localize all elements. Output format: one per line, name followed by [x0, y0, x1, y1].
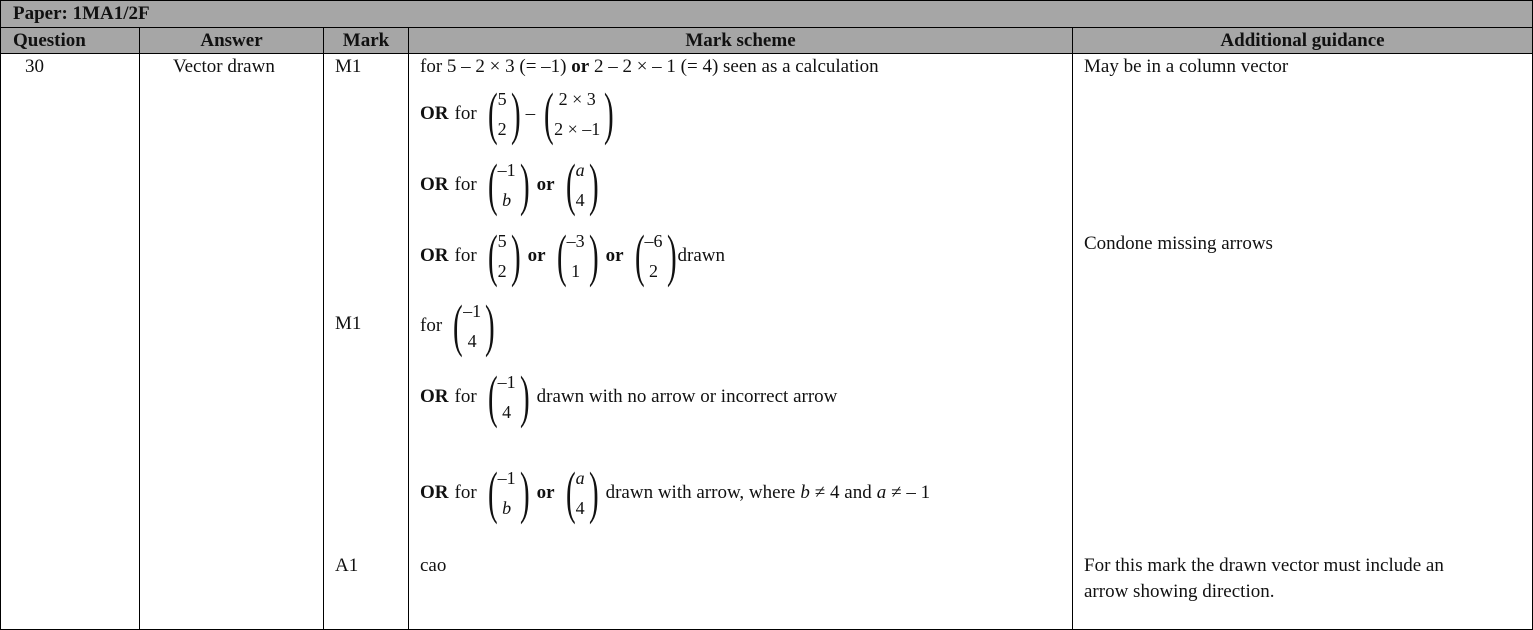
or-label: OR	[420, 103, 449, 124]
column-vector: ( –1 b )	[487, 460, 530, 525]
paper-label: Paper: 1MA1/2F	[0, 0, 1533, 28]
question-number: 30	[25, 56, 44, 77]
vector-bottom: b	[502, 498, 512, 518]
vector-bottom: 4	[575, 498, 585, 518]
header-mark-scheme: Mark scheme	[408, 27, 1073, 54]
for-label: for	[454, 103, 477, 124]
or-connector: or	[536, 482, 555, 503]
column-vector: ( –1 b )	[487, 152, 530, 217]
guidance-arrow-line-1: For this mark the drawn vector must include an	[1084, 555, 1444, 576]
drawn-with-arrow-text: drawn with arrow, where	[605, 482, 796, 503]
answer-text: Vector drawn	[173, 56, 275, 77]
scheme-line-1-part-a: for 5 – 2 × 3 (= –1)	[420, 56, 567, 77]
vector-bottom: 4	[575, 190, 585, 210]
minus-sign: –	[525, 103, 536, 124]
column-vector: ( 5 2 )	[487, 223, 521, 288]
mark-a1: A1	[335, 555, 359, 576]
vector-bottom: 1	[571, 261, 581, 281]
or-connector: or	[605, 245, 624, 266]
vector-top: –6	[644, 231, 663, 251]
drawn-text: drawn	[677, 245, 726, 266]
or-label: OR	[420, 174, 449, 195]
for-label: for	[420, 315, 443, 336]
vector-top: –3	[566, 231, 585, 251]
for-label: for	[454, 245, 477, 266]
scheme-line-1-part-c: 2 – 2 × – 1 (= 4) seen as a calculation	[593, 56, 879, 77]
vector-top: –1	[463, 301, 482, 321]
vector-top: 5	[497, 231, 507, 251]
mark-m1-second: M1	[335, 313, 362, 334]
vector-bottom: 2	[497, 261, 507, 281]
vector-bottom: b	[502, 190, 512, 210]
scheme-line-3	[420, 154, 600, 216]
header-answer: Answer	[139, 27, 324, 54]
scheme-line-7	[420, 462, 930, 524]
vector-top: –1	[497, 468, 516, 488]
vector-bottom: 2	[649, 261, 659, 281]
or-label: OR	[420, 482, 449, 503]
vector-top: a	[575, 468, 585, 488]
var-a: a	[876, 482, 887, 503]
for-label: for	[454, 386, 477, 407]
for-label: for	[454, 174, 477, 195]
guidance-column-vector: May be in a column vector	[1084, 56, 1289, 77]
header-mark: Mark	[323, 27, 409, 54]
scheme-line-2	[420, 83, 615, 145]
vector-bottom: 2	[497, 119, 507, 139]
column-vector: ( –6 2 )	[634, 223, 677, 288]
vector-bottom: 2 × –1	[554, 119, 601, 139]
or-connector: or	[536, 174, 555, 195]
column-vector: ( 5 2 )	[487, 81, 521, 146]
scheme-line-1	[420, 54, 879, 80]
drawn-no-arrow-text: drawn with no arrow or incorrect arrow	[536, 386, 838, 407]
condition-b-text: ≠ 4 and	[814, 482, 872, 503]
vector-bottom: 4	[467, 331, 477, 351]
vector-top: –1	[497, 372, 516, 392]
column-vector: ( a 4 )	[565, 460, 599, 525]
or-connector: or	[527, 245, 546, 266]
scheme-line-4	[420, 225, 725, 287]
mark-m1-first: M1	[335, 56, 362, 77]
guidance-cell	[1072, 53, 1533, 630]
column-vector: ( –3 1 )	[556, 223, 599, 288]
question-cell	[0, 53, 140, 630]
column-vector: ( a 4 )	[565, 152, 599, 217]
vector-top: a	[575, 160, 585, 180]
scheme-line-6	[420, 366, 837, 428]
header-additional-guidance: Additional guidance	[1072, 27, 1533, 54]
vector-top: 2 × 3	[558, 89, 596, 109]
var-b: b	[800, 482, 810, 503]
mark-scheme-cell	[408, 53, 1073, 630]
mark-cell	[323, 53, 409, 630]
scheme-line-cao: cao	[420, 555, 447, 576]
or-label: OR	[420, 245, 449, 266]
vector-top: 5	[497, 89, 507, 109]
scheme-line-1-or: or	[571, 56, 590, 77]
vector-bottom: 4	[502, 402, 512, 422]
or-label: OR	[420, 386, 449, 407]
column-vector: ( –1 4 )	[453, 293, 495, 358]
guidance-arrow-line-2: arrow showing direction.	[1084, 581, 1275, 602]
scheme-line-5	[420, 295, 496, 357]
for-label: for	[454, 482, 477, 503]
column-vector: ( –1 4 )	[487, 364, 530, 429]
vector-top: –1	[497, 160, 516, 180]
guidance-condone-arrows: Condone missing arrows	[1084, 233, 1273, 254]
column-vector: ( 2 × 3 2 × –1 )	[544, 81, 614, 146]
condition-a-text: ≠ – 1	[891, 482, 931, 503]
answer-cell	[139, 53, 324, 630]
header-question: Question	[0, 27, 140, 54]
